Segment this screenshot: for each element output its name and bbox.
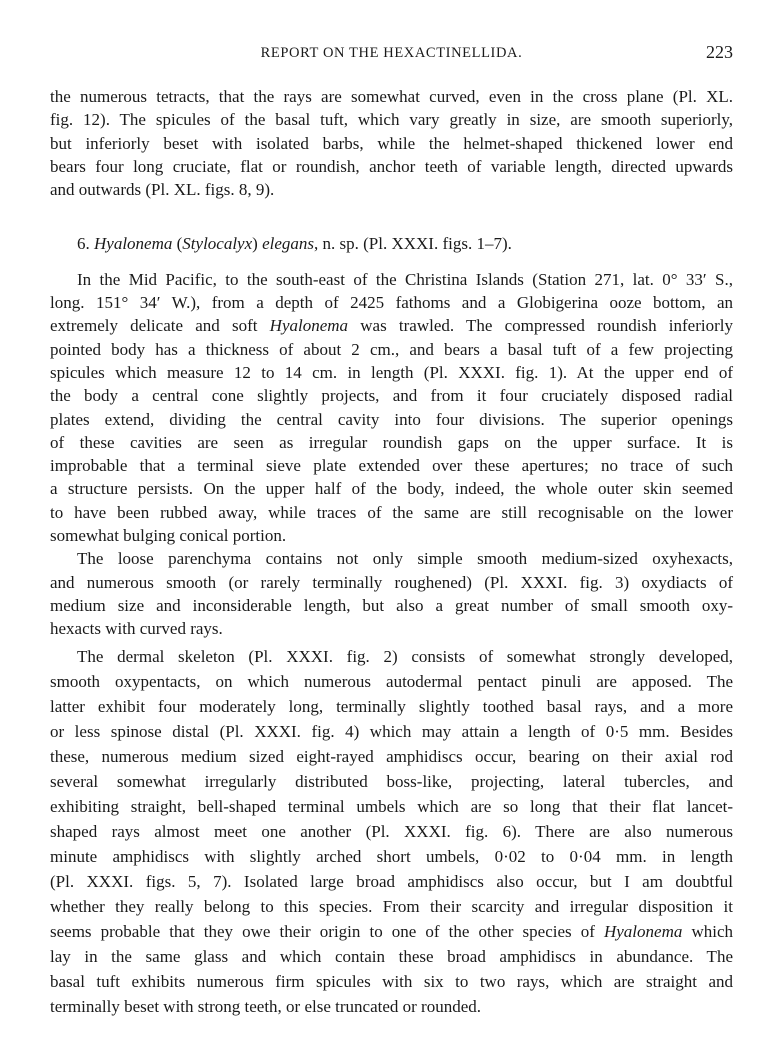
text-line <box>50 132 733 155</box>
text-segment: spicules which measure 12 to 14 cm. in length (Pl. XXXI. fig. 1). At the upper end of <box>50 362 733 382</box>
text-line <box>50 361 733 384</box>
text-segment: long. 151° 34′ W.), from a depth of 2425 fathoms and a Globigerina ooze bottom, an <box>50 293 733 313</box>
text-line <box>50 769 733 794</box>
text-segment: extremely delicate and soft <box>50 316 270 336</box>
text-segment: to have been rubbed away, while traces of the same are still recognisable on the lower <box>50 502 733 522</box>
text-line <box>50 431 733 454</box>
text-line <box>50 477 733 500</box>
page-body <box>50 85 733 1019</box>
text-line <box>50 454 733 477</box>
text-segment: shaped rays almost meet one another (Pl. XXXI. fig. 6). There are also numerous <box>50 821 733 841</box>
text-segment: pointed body has a thickness of about 2 cm., and bears a basal tuft of a few projecting <box>50 339 733 359</box>
page-number: 223 <box>706 42 733 62</box>
text-segment: bears four long cruciate, flat or roundish, anchor teeth of variable length, directed upwards <box>50 156 733 176</box>
section-heading <box>50 232 733 255</box>
text-segment: which <box>682 921 733 941</box>
text-line <box>50 594 733 617</box>
text-line <box>50 944 733 969</box>
page-header <box>50 42 733 66</box>
text-segment: The dermal skeleton (Pl. XXXI. fig. 2) consists of somewhat strongly developed, <box>77 646 733 666</box>
text-line <box>50 314 733 337</box>
text-line <box>50 501 733 524</box>
text-segment: whether they really belong to this species. From their scarcity and irregular disposition it <box>50 896 733 916</box>
text-line <box>50 268 733 291</box>
text-segment: latter exhibit four moderately long, terminally slightly toothed basal rays, and a more <box>50 696 733 716</box>
text-line <box>50 108 733 131</box>
text-segment: basal tuft exhibits numerous firm spicules with six to two rays, which are straight and <box>50 971 733 991</box>
text-segment: hexacts with curved rays. <box>50 619 223 639</box>
text-segment: several somewhat irregularly distributed boss-like, projecting, lateral tubercles, and <box>50 771 733 791</box>
text-line <box>50 338 733 361</box>
text-line <box>50 744 733 769</box>
text-segment: medium size and inconsiderable length, but also a great number of small smooth oxy- <box>50 595 733 615</box>
text-segment: 6. <box>77 234 94 254</box>
text-segment: terminally beset with strong teeth, or else truncated or rounded. <box>50 996 482 1016</box>
text-line <box>50 719 733 744</box>
text-segment: In the Mid Pacific, to the south-east of the Christina Islands (Station 271, lat. 0° 33′ S., <box>77 269 733 289</box>
text-line <box>50 994 733 1019</box>
text-line <box>50 894 733 919</box>
italic-term: Stylocalyx <box>182 234 253 254</box>
text-line <box>50 178 733 201</box>
text-segment: somewhat bulging conical portion. <box>50 526 287 546</box>
text-segment: or less spinose distal (Pl. XXXI. fig. 4) which may attain a length of 0·5 mm. Besides <box>50 721 733 741</box>
text-line <box>50 232 733 255</box>
text-line <box>50 869 733 894</box>
text-line <box>50 408 733 431</box>
text-segment: the body a central cone slightly projects, and from it four cruciately disposed radial <box>50 386 733 406</box>
text-line <box>50 644 733 669</box>
text-line <box>50 819 733 844</box>
text-segment: but inferiorly beset with isolated barbs, while the helmet-shaped thickened lower end <box>50 133 733 153</box>
paragraph <box>50 644 733 1019</box>
running-title: REPORT ON THE HEXACTINELLIDA. <box>260 45 523 61</box>
text-segment: was trawled. The compressed roundish inferiorly <box>348 316 733 336</box>
text-segment: and outwards (Pl. XL. figs. 8, 9). <box>50 180 275 200</box>
text-segment: these, numerous medium sized eight-rayed amphidiscs occur, bearing on their axial rod <box>50 746 733 766</box>
text-line <box>50 155 733 178</box>
text-line <box>50 617 733 640</box>
paragraph <box>50 547 733 640</box>
text-segment: and numerous smooth (or rarely terminally roughened) (Pl. XXXI. fig. 3) oxydiacts of <box>50 572 733 592</box>
text-line <box>50 571 733 594</box>
text-segment: a structure persists. On the upper half of the body, indeed, the whole outer skin seemed <box>50 479 733 499</box>
text-segment: the numerous tetracts, that the rays are somewhat curved, even in the cross plane (Pl. XL. <box>50 87 733 106</box>
text-line <box>50 794 733 819</box>
text-line <box>50 969 733 994</box>
text-segment: plates extend, dividing the central cavity into four divisions. The superior openings <box>50 409 733 429</box>
text-line <box>50 669 733 694</box>
italic-term: elegans <box>262 234 315 254</box>
text-line <box>50 919 733 944</box>
italic-term: Hyalonema <box>603 921 683 941</box>
text-line <box>50 694 733 719</box>
text-line <box>50 85 733 108</box>
italic-term: Hyalonema <box>94 234 173 254</box>
text-segment: minute amphidiscs with slightly arched short umbels, 0·02 to 0·04 mm. in length <box>50 846 733 866</box>
text-line <box>50 844 733 869</box>
text-line <box>50 384 733 407</box>
text-segment: of these cavities are seen as irregular roundish gaps on the upper surface. It is <box>50 432 733 452</box>
text-segment: lay in the same glass and which contain these broad amphidiscs in abundance. The <box>50 946 733 966</box>
text-segment: ( <box>172 234 183 254</box>
text-segment: , n. sp. (Pl. XXXI. figs. 1–7). <box>314 234 512 254</box>
text-segment: improbable that a terminal sieve plate extended over these apertures; no trace of such <box>50 456 733 476</box>
paragraph <box>50 85 733 201</box>
text-segment: (Pl. XXXI. figs. 5, 7). Isolated large broad amphidiscs also occur, but I am doubtful <box>50 871 733 891</box>
text-line <box>50 547 733 570</box>
paragraph <box>50 268 733 548</box>
text-line <box>50 291 733 314</box>
text-segment: smooth oxypentacts, on which numerous autodermal pentact pinuli are apposed. The <box>50 671 733 691</box>
text-segment: exhibiting straight, bell-shaped terminal umbels which are so long that their flat lancet- <box>50 796 733 816</box>
text-line <box>50 524 733 547</box>
text-segment: ) <box>252 234 263 254</box>
italic-term: Hyalonema <box>269 316 349 336</box>
text-segment: The loose parenchyma contains not only simple smooth medium-sized oxyhexacts, <box>77 549 733 569</box>
text-segment: fig. 12). The spicules of the basal tuft, which vary greatly in size, are smooth superiorly, <box>50 110 733 130</box>
text-segment: seems probable that they owe their origin to one of the other species of <box>50 921 604 941</box>
